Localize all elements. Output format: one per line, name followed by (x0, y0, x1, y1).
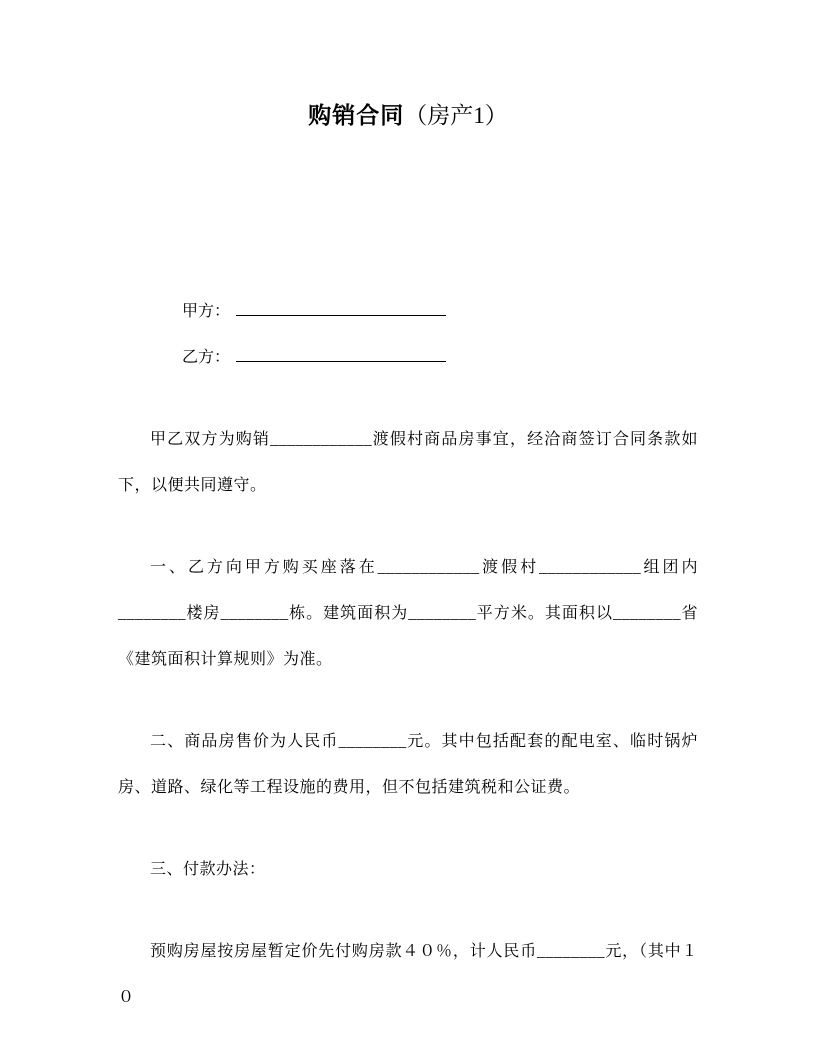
party-b-line (118, 335, 698, 381)
party-a-blank (236, 299, 446, 316)
document-title (118, 0, 698, 131)
party-section (118, 289, 698, 381)
paragraph-intro: 甲乙双方为购销____________渡假村商品房事宜，经洽商签订合同条款如下，以便共同遵守。 (118, 431, 698, 494)
title-suffix: （房产1） (404, 103, 508, 128)
party-b-blank (236, 345, 446, 362)
clause-2-price: 二、商品房售价为人民币________元。其中包括配套的配电室、临时锅炉房、道路、绿化等工程设施的费用，但不包括建筑税和公证费。 (118, 733, 698, 796)
party-b-label: 乙方： (182, 349, 231, 366)
party-a-line (118, 289, 698, 335)
clause-1-property: 一、乙方向甲方购买座落在____________渡假村____________组团内________楼房________栋。建筑面积为________平方米。其面积以________省《建筑面积计算规则》为准。 (118, 559, 698, 668)
contract-body (118, 417, 698, 1021)
party-a-label: 甲方： (182, 303, 231, 320)
clause-3-payment-terms: 预购房屋按房屋暂定价先付购房款４０％，计人民币________元，（其中１０ (118, 943, 698, 1006)
clause-3-payment-heading: 三、付款办法： (150, 861, 266, 878)
title-main: 购销合同 (308, 102, 405, 128)
